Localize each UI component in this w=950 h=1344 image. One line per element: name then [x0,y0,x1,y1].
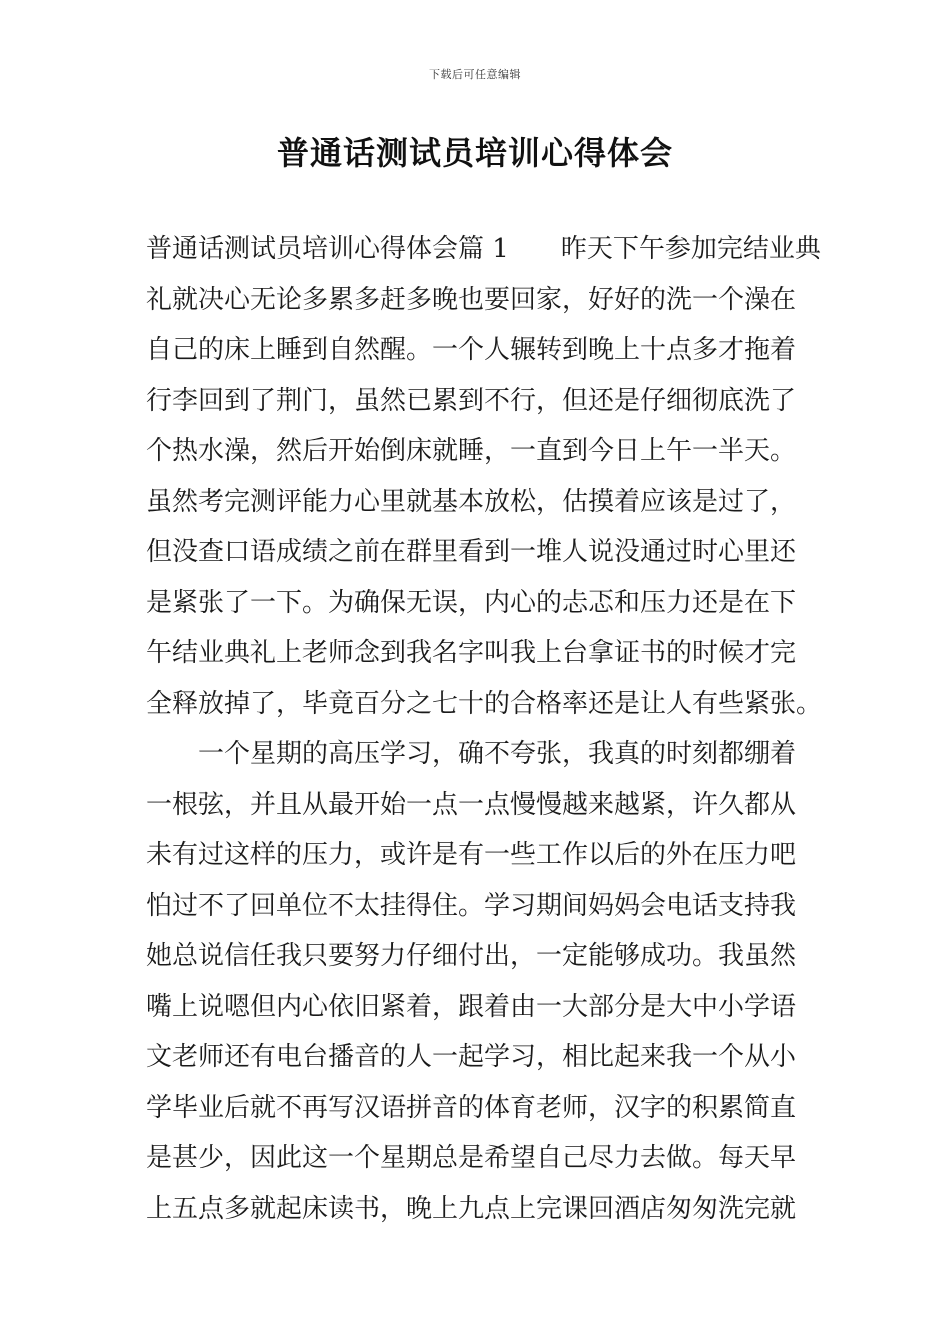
paragraph-line [146,729,808,780]
paragraph-line: 未有过这样的压力，或许是有一些工作以后的外在压力吧 [146,840,797,870]
paragraph-text: 昨天下午参加完结业典 [560,234,821,264]
document-title: 普通话测试员培训心得体会 [276,134,673,172]
paragraph-line: 她总说信任我只要努力仔细付出，一定能够成功。我虽然 [146,941,797,971]
paragraph-line: 行李回到了荆门，虽然已累到不行，但还是仔细彻底洗了 [146,385,797,416]
paragraph-line: 午结业典礼上老师念到我名字叫我上台拿证书的时候才完 [146,638,797,668]
paragraph-line: 是紧张了一下。为确保无误，内心的忐忑和压力还是在下 [146,587,797,618]
paragraph-line [146,224,821,275]
paragraph-line: 一根弦，并且从最开始一点一点慢慢越来越紧，许久都从 [146,789,797,820]
paragraph-line: 虽然考完测评能力心里就基本放松，估摸着应该是过了， [146,486,797,517]
paragraph-line: 自己的床上睡到自然醒。一个人辗转到晚上十点多才拖着 [146,335,797,365]
section-heading: 普通话测试员培训心得体会篇 1 [146,234,509,264]
paragraph-line: 怕过不了回单位不太挂得住。学习期间妈妈会电话支持我 [146,890,797,921]
paragraph-line: 个热水澡，然后开始倒床就睡，一直到今日上午一半天。 [146,436,797,466]
paragraph-line: 礼就决心无论多累多赶多晚也要回家，好好的洗一个澡在 [146,284,797,315]
paragraph-line: 学毕业后就不再写汉语拼音的体育老师，汉字的积累简直 [146,1092,797,1123]
header-note: 下载后可任意编辑 [429,68,521,81]
paragraph-line: 文老师还有电台播音的人一起学习，相比起来我一个从小 [146,1042,797,1072]
paragraph-line: 但没查口语成绩之前在群里看到一堆人说没通过时心里还 [146,537,797,567]
paragraph-text: 一个星期的高压学习，确不夸张，我真的时刻都绷着 [198,739,797,769]
paragraph-line: 上五点多就起床读书，晚上九点上完课回酒店匆匆洗完就 [146,1193,797,1224]
paragraph-line: 嘴上说嗯但内心依旧紧着，跟着由一大部分是大中小学语 [146,991,797,1022]
paragraph-line: 是甚少，因此这一个星期总是希望自己尽力去做。每天早 [146,1143,797,1173]
document-body [146,224,823,1234]
paragraph-line: 全释放掉了，毕竟百分之七十的合格率还是让人有些紧张。 [146,688,823,719]
